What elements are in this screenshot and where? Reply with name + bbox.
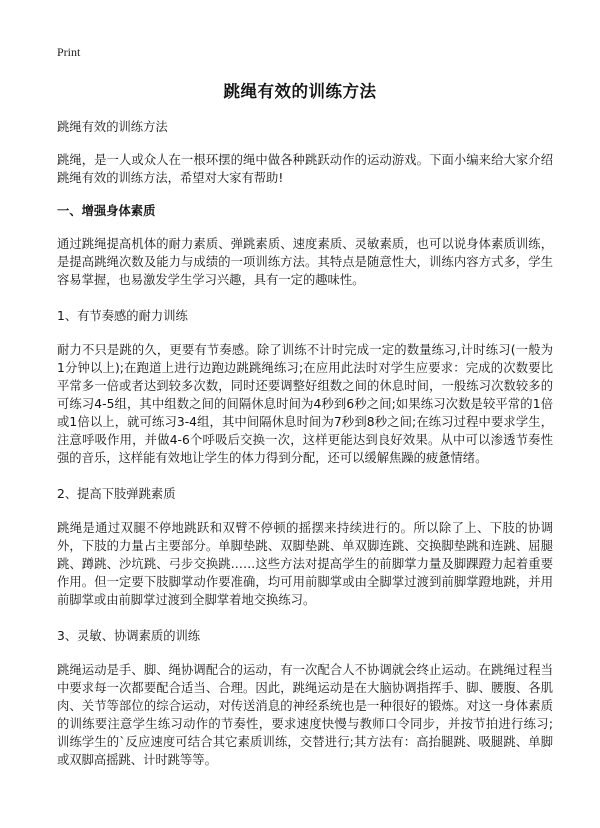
print-link[interactable]: Print [57,45,81,59]
subsection-paragraph-3: 跳绳运动是手、脚、绳协调配合的运动，有一次配合人不协调就会终止运动。在跳绳过程当中要求每一次都要配合适当、合理。因此，跳绳运动是在大脑协调指挥手、脚、腰腹、各肌肉、关节等部位的综合运动，对传送消息的神经系统也是一种很好的锻炼。对这一身体素质的训练要注意学生练习动作的节奏性，要求速度快慢与教师口令同步，并按节拍进行练习;训练学生的`反应速度可结合其它素质训练，交替进行;其方法有：高抬腿跳、吸腿跳、单脚或双脚高摇跳、计时跳等等。 [57,663,553,767]
page-title: 跳绳有效的训练方法 [223,82,377,101]
article-body [57,118,553,787]
section-paragraph-1: 通过跳绳提高机体的耐力素质、弹跳素质、速度素质、灵敏素质，也可以说身体素质训练，是提高跳绳次数及能力与成绩的一项训练方法。其特点是随意性大，训练内容方式多，学生容易掌握，也易激发学生学习兴趣，具有一定的趣味性。 [57,237,553,287]
subsection-heading-3: 3、灵敏、协调素质的训练 [57,629,201,643]
article-subtitle: 跳绳有效的训练方法 [57,120,168,134]
section-heading-1: 一、增强身体素质 [57,204,156,218]
subsection-paragraph-2: 跳绳是通过双腿不停地跳跃和双臂不停顿的摇摆来持续进行的。所以除了上、下肢的协调外，下肢的力量占主要部分。单脚垫跳、双脚垫跳、单双脚连跳、交换脚垫跳和连跳、屈腿跳、蹲跳、沙坑跳、弓步交换跳……这些方法对提高学生的前脚掌力量及脚踝蹬力起着重要作用。但一定要下肢脚掌动作要准确，均可用前脚掌或由全脚掌过渡到前脚掌蹬地跳，并用前脚掌或由前脚掌过渡到全脚掌着地交换练习。 [57,521,553,607]
subsection-heading-1: 1、有节奏感的耐力训练 [57,309,188,323]
subsection-heading-2: 2、提高下肢弹跳素质 [57,487,176,501]
intro-paragraph: 跳绳，是一人或众人在一根环摆的绳中做各种跳跃动作的运动游戏。下面小编来给大家介绍跳绳有效的训练方法，希望对大家有帮助! [57,153,553,185]
subsection-paragraph-1: 耐力不只是跳的久，更要有节奏感。除了训练不计时完成一定的数量练习,计时练习(一般为1分钟以上);在跑道上进行边跑边跳跳绳练习;在应用此法时对学生应要求：完成的次数要比平常多一倍或者达到较多次数，同时还要调整好组数之间的休息时间，一般练习次数较多的可练习4-5组，其中组数之间的间隔休息时间为4秒到6秒之间;如果练习次数是较平常的1倍或1倍以上，就可练习3-4组，其中间隔休息时间为7秒到8秒之间;在练习过程中要求学生，注意呼吸作用，并做4-6个呼吸后交换一次，这样更能达到良好效果。从中可以渗透节奏性强的音乐，这样能有效地让学生的体力得到分配，还可以缓解焦躁的疲惫情绪。 [57,343,553,465]
